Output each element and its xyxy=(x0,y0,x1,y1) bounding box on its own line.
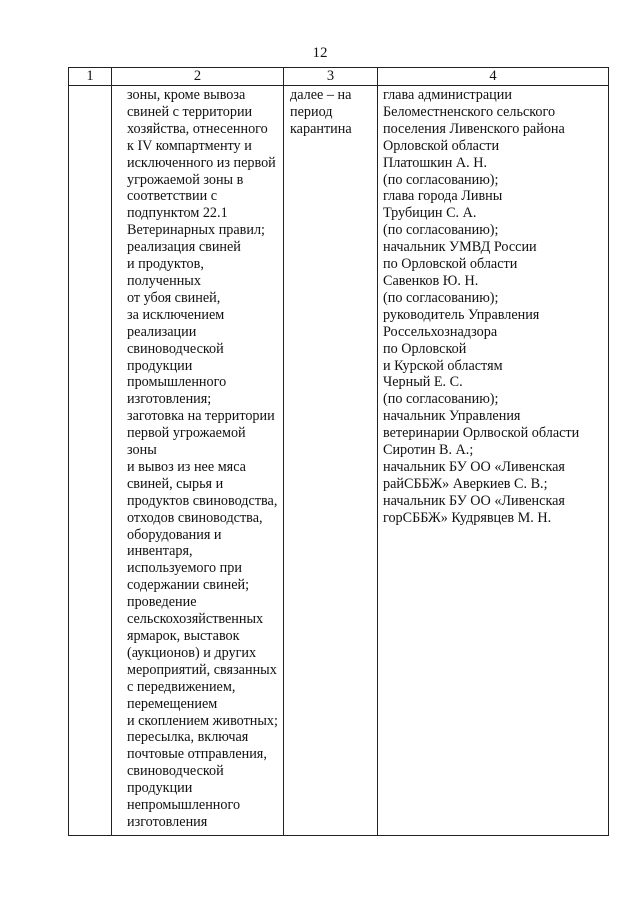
text-line: к IV компартменту и xyxy=(127,137,252,154)
text-line: Россельхознадзора xyxy=(383,323,498,340)
text-line: проведение xyxy=(127,594,197,611)
text-line: подпунктом 22.1 xyxy=(127,205,228,222)
text-line: инвентаря, xyxy=(127,543,193,560)
text-line: (аукционов) и других xyxy=(127,644,257,661)
text-line: начальник УМВД России xyxy=(383,239,537,256)
text-line: ветеринарии Орлвоской области xyxy=(383,425,580,442)
text-line: (по согласованию); xyxy=(383,171,499,188)
text-line: начальник БУ ОО «Ливенская xyxy=(383,458,565,475)
text-line: Савенков Ю. Н. xyxy=(383,272,479,289)
text-line: (по согласованию); xyxy=(383,289,499,306)
page-number: 12 xyxy=(312,45,328,61)
text-line: глава администрации xyxy=(383,87,512,103)
text-line: свиноводческой xyxy=(127,763,224,780)
text-line: первой угрожаемой xyxy=(127,425,246,442)
text-line: ярмарок, выставок xyxy=(127,628,240,644)
text-line: горСББЖ» Кудрявцев М. Н. xyxy=(383,509,552,526)
text-line: карантина xyxy=(290,120,352,137)
text-line: Платошкин А. Н. xyxy=(383,154,488,171)
responsible-lines xyxy=(378,86,608,835)
text-line: пересылка, включая xyxy=(127,729,249,746)
cell-measures xyxy=(112,86,284,836)
text-line: Трубицин С. А. xyxy=(383,205,477,222)
text-line: и продуктов, xyxy=(127,256,204,273)
measures-lines xyxy=(112,86,283,835)
column-header-3: 3 xyxy=(284,68,378,86)
text-line: Орловской области xyxy=(383,137,500,154)
text-line: и Курской областям xyxy=(383,357,503,374)
text-line: (по согласованию); xyxy=(383,391,499,408)
text-line: заготовка на территории xyxy=(127,408,275,425)
text-line: по Орловской xyxy=(383,340,467,357)
text-line: свиней, сырья и xyxy=(127,475,224,492)
text-line: реализация свиней xyxy=(127,239,241,256)
text-line: полученных xyxy=(127,272,201,289)
column-header-2: 2 xyxy=(112,68,284,86)
text-line: изготовления; xyxy=(127,391,212,408)
text-line: реализации xyxy=(127,323,197,340)
table-row xyxy=(69,86,609,836)
cell-responsible xyxy=(378,86,609,836)
text-line: продукции xyxy=(127,780,193,797)
text-line: промышленного xyxy=(127,374,227,391)
column-header-1: 1 xyxy=(69,68,112,86)
text-line: глава города Ливны xyxy=(383,188,503,205)
text-line: райСББЖ» Аверкиев С. В.; xyxy=(383,475,548,492)
text-line: содержании свиней; xyxy=(127,577,250,594)
text-line: зоны, кроме вывоза xyxy=(127,87,246,103)
text-line: оборудования и xyxy=(127,526,222,543)
text-line: Ветеринарных правил; xyxy=(127,222,265,239)
text-line: свиней с территории xyxy=(127,103,253,120)
text-line: непромышленного xyxy=(127,797,241,814)
text-line: и вывоз из нее мяса xyxy=(127,458,246,475)
text-line: продуктов свиноводства, xyxy=(127,492,278,509)
text-line: отходов свиноводства, xyxy=(127,509,263,526)
text-line: изготовления xyxy=(127,813,208,830)
text-line: Черный Е. С. xyxy=(383,374,463,391)
cell-period xyxy=(284,86,378,836)
text-line: далее – на xyxy=(290,87,352,103)
text-line: по Орловской области xyxy=(383,256,518,273)
text-line: начальник БУ ОО «Ливенская xyxy=(383,492,565,509)
text-line: за исключением xyxy=(127,306,225,323)
text-line: используемого при xyxy=(127,560,242,577)
cell-number xyxy=(69,86,112,836)
column-header-4: 4 xyxy=(378,68,609,86)
text-line: начальник Управления xyxy=(383,408,521,425)
text-line: свиноводческой xyxy=(127,340,224,357)
text-line: перемещением xyxy=(127,695,218,712)
text-line: угрожаемой зоны в xyxy=(127,171,244,188)
table-header-row xyxy=(69,68,609,86)
text-line: Сиротин В. А.; xyxy=(383,442,474,459)
text-line: поселения Ливенского района xyxy=(383,120,565,137)
text-line: руководитель Управления xyxy=(383,306,540,323)
text-line: исключенного из первой xyxy=(127,154,276,171)
text-line: от убоя свиней, xyxy=(127,289,221,306)
text-line: и скоплением животных; xyxy=(127,712,278,729)
text-line: (по согласованию); xyxy=(383,222,499,239)
period-lines xyxy=(284,86,377,835)
text-line: с передвижением, xyxy=(127,678,236,695)
number-lines xyxy=(69,86,111,835)
text-line: сельскохозяйственных xyxy=(127,611,264,628)
text-line: продукции xyxy=(127,357,193,374)
text-line: зоны xyxy=(127,442,157,459)
text-line: период xyxy=(290,103,333,120)
text-line: почтовые отправления, xyxy=(127,746,267,763)
text-line: Беломестненского сельского xyxy=(383,103,556,120)
text-line: соответствии с xyxy=(127,188,218,205)
text-line: хозяйства, отнесенного xyxy=(127,120,268,137)
measures-table xyxy=(68,67,609,836)
text-line: мероприятий, связанных xyxy=(127,661,277,678)
